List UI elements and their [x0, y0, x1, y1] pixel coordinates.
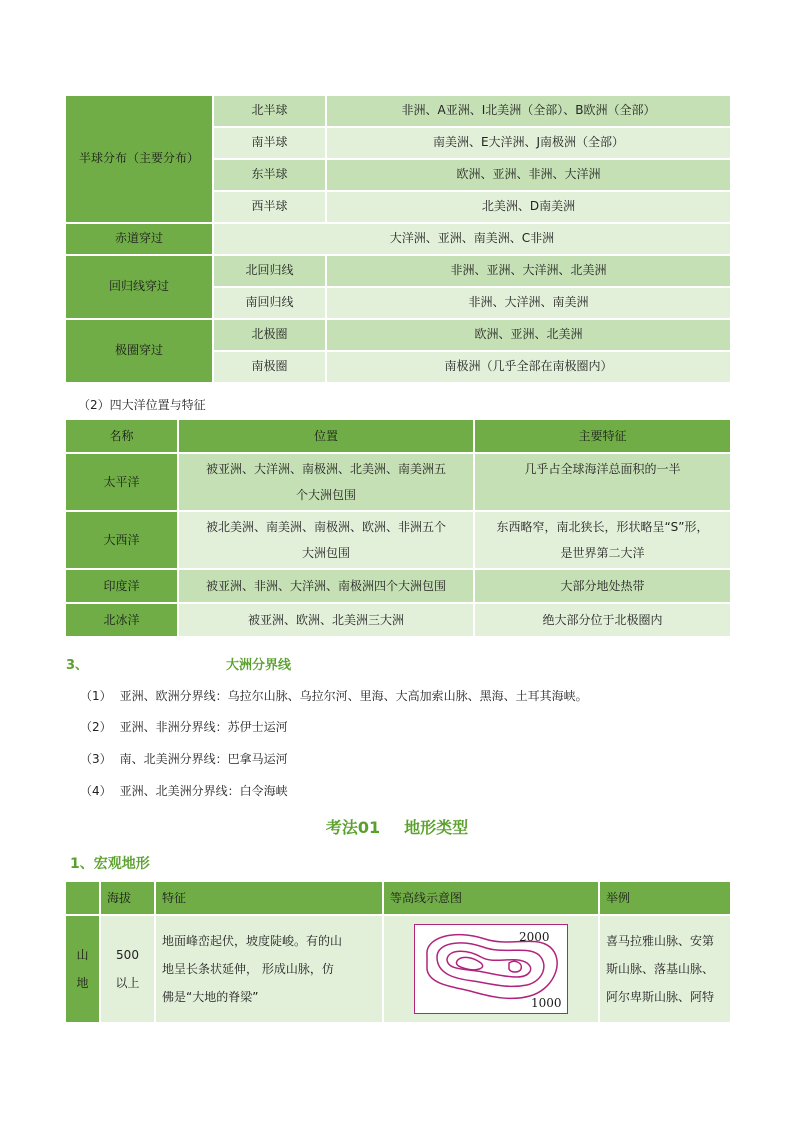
landform-feature: [155, 915, 383, 1023]
section-title: [0, 815, 794, 838]
ocean-name: 北冰洋: [65, 603, 178, 637]
landform-name-char: 山: [76, 948, 89, 962]
item-text: 亚洲、北美洲分界线：白令海峡: [119, 784, 288, 798]
tropic-name: 南回归线: [213, 287, 326, 319]
item-number: （2）: [80, 720, 112, 734]
ocean-feature: [474, 453, 731, 511]
boundary-item: [80, 750, 288, 767]
table-header: 海拔: [100, 881, 155, 915]
ocean-position: 被亚洲、非洲、大洋洲、南极洲四个大洲包围: [178, 569, 474, 603]
boundary-item: [80, 782, 288, 799]
item-text: 南、北美洲分界线：巴拿马运河: [119, 752, 288, 766]
item-text: 亚洲、欧洲分界线：乌拉尔山脉、乌拉尔河、里海、大高加索山脉、黑海、土耳其海峡。: [119, 689, 588, 703]
hemisphere-value: 非洲、A亚洲、I北美洲（全部）、B欧洲（全部）: [326, 95, 731, 127]
tropic-label: 回归线穿过: [65, 255, 213, 319]
position-line: 个大洲包围: [295, 488, 356, 502]
polar-label: 极圈穿过: [65, 319, 213, 383]
ocean-feature: [474, 511, 731, 569]
altitude-value: 500: [116, 948, 139, 962]
feature-line: 是世界第二大洋: [560, 546, 645, 560]
section-label: 考法01: [325, 818, 381, 837]
table-header: 等高线示意图: [383, 881, 599, 915]
equator-label: 赤道穿过: [65, 223, 213, 255]
feature-line: 佛是“大地的脊梁”: [162, 990, 259, 1004]
ocean-heading: （2）四大洋位置与特征: [78, 398, 206, 412]
continent-distribution-table: [64, 94, 732, 384]
table-header: [65, 881, 100, 915]
ocean-name: 大西洋: [65, 511, 178, 569]
ocean-feature: 绝大部分位于北极圈内: [474, 603, 731, 637]
equator-value: 大洋洲、亚洲、南美洲、C非洲: [213, 223, 731, 255]
table-header: 特征: [155, 881, 383, 915]
item-number: （4）: [80, 784, 112, 798]
tropic-name: 北回归线: [213, 255, 326, 287]
ocean-name: 太平洋: [65, 453, 178, 511]
hemisphere-name: 西半球: [213, 191, 326, 223]
position-line: 被亚洲、大洋洲、南极洲、北美洲、南美洲五: [205, 462, 446, 476]
tropic-value: 非洲、大洋洲、南美洲: [326, 287, 731, 319]
ocean-name: 印度洋: [65, 569, 178, 603]
position-line: 大洲包围: [301, 546, 350, 560]
table-header: 位置: [178, 419, 474, 453]
ocean-position: [178, 453, 474, 511]
polar-name: 南极圈: [213, 351, 326, 383]
hemisphere-label: 半球分布（主要分布）: [65, 95, 213, 223]
feature-line: 地面峰峦起伏，坡度陡峻。有的山: [162, 934, 343, 948]
polar-value: 欧洲、亚洲、北美洲: [326, 319, 731, 351]
ocean-table: [64, 418, 732, 638]
hemisphere-name: 北半球: [213, 95, 326, 127]
hemisphere-value: 欧洲、亚洲、非洲、大洋洲: [326, 159, 731, 191]
contour-diagram-cell: [383, 915, 599, 1023]
example-line: 阿尔卑斯山脉、阿特: [606, 990, 715, 1004]
tropic-value: 非洲、亚洲、大洋洲、北美洲: [326, 255, 731, 287]
landform-heading: 1、宏观地形: [70, 856, 150, 872]
polar-name: 北极圈: [213, 319, 326, 351]
boundary-item: [80, 718, 288, 735]
boundary-title: 大洲分界线: [226, 658, 292, 673]
contour-diagram: [414, 924, 568, 1014]
item-text: 亚洲、非洲分界线：苏伊士运河: [119, 720, 288, 734]
example-line: 斯山脉、落基山脉、: [606, 962, 715, 976]
landform-altitude: [100, 915, 155, 1023]
landform-name-char: 地: [76, 976, 89, 990]
hemisphere-value: 南美洲、E大洋洲、J南极洲（全部）: [326, 127, 731, 159]
feature-line: 东西略窄，南北狭长，形状略呈“S”形，: [496, 520, 709, 534]
landform-examples: [599, 915, 731, 1023]
table-header: 举例: [599, 881, 731, 915]
example-line: 喜马拉雅山脉、安第: [606, 934, 715, 948]
boundary-item: [80, 687, 588, 704]
ocean-position: 被亚洲、欧洲、北美洲三大洲: [178, 603, 474, 637]
boundary-number: 3、: [66, 658, 89, 673]
section-name: 地形类型: [404, 818, 469, 837]
contour-label-high: 2000: [519, 930, 550, 944]
hemisphere-value: 北美洲、D南美洲: [326, 191, 731, 223]
hemisphere-name: 南半球: [213, 127, 326, 159]
position-line: 被北美洲、南美洲、南极洲、欧洲、非洲五个: [205, 520, 446, 534]
landform-table: [64, 880, 732, 1024]
feature-line: 几乎占全球海洋总面积的一半: [524, 462, 681, 476]
ocean-position: [178, 511, 474, 569]
feature-line: 地呈长条状延伸， 形成山脉，仿: [162, 962, 334, 976]
item-number: （1）: [80, 689, 112, 703]
hemisphere-name: 东半球: [213, 159, 326, 191]
ocean-feature: 大部分地处热带: [474, 569, 731, 603]
table-header: 主要特征: [474, 419, 731, 453]
landform-name: [65, 915, 100, 1023]
altitude-unit: 以上: [115, 976, 140, 990]
table-header: 名称: [65, 419, 178, 453]
contour-label-low: 1000: [531, 996, 562, 1010]
item-number: （3）: [80, 752, 112, 766]
polar-value: 南极洲（几乎全部在南极圈内）: [326, 351, 731, 383]
